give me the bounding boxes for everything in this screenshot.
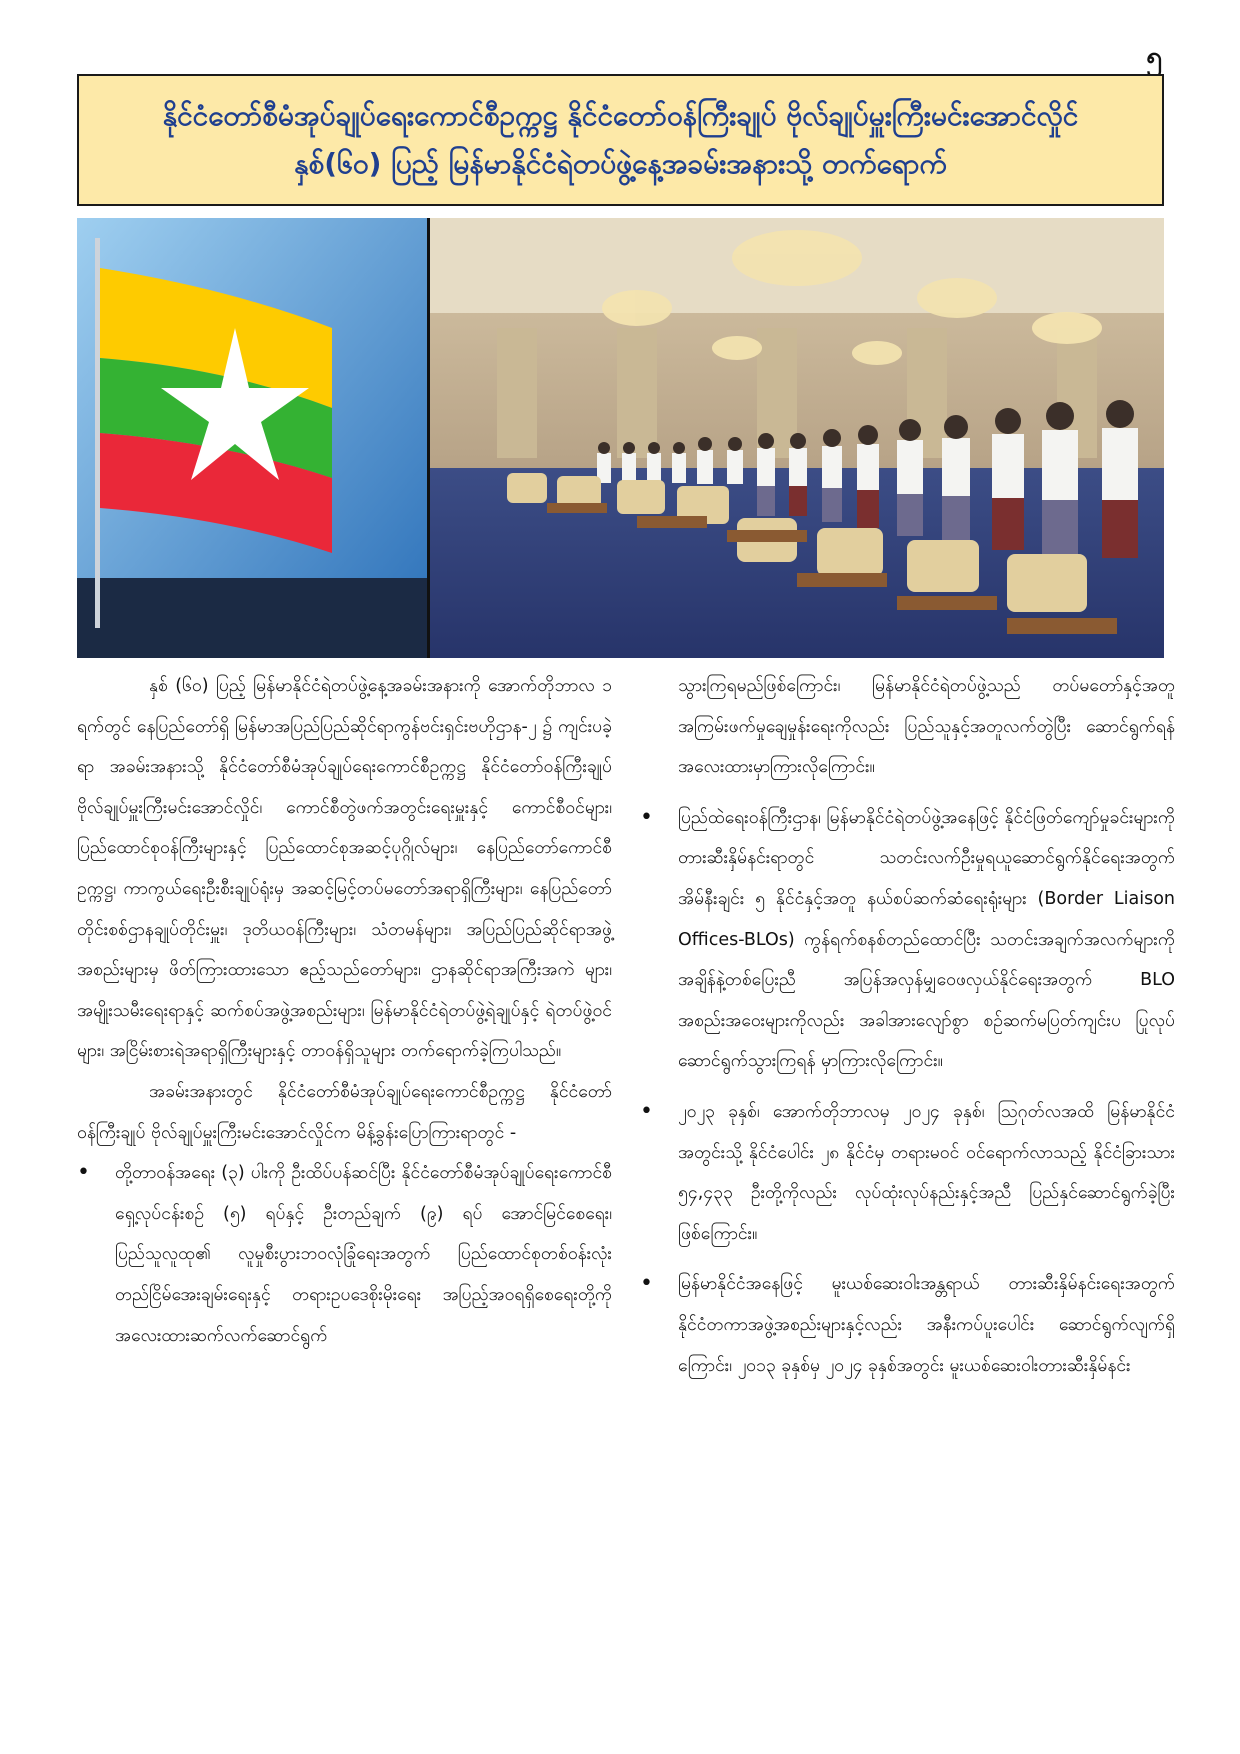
flag-screen [77, 218, 427, 658]
list-item [640, 1092, 1175, 1254]
speech-point-4: မြန်မာနိုင်ငံအနေဖြင့် မူးယစ်ဆေးဝါးအန္တရာယ် တားဆီးနှိမ်နင်းရေးအတွက် နိုင်ငံတကာအဖွဲ့အစည်းများနှင့်လည်း အနီးကပ်ပူးပေါင်း ဆောင်ရွက်လျက်ရှိကြောင်း၊ ၂၀၁၃ ခုနှစ်မှ ၂၀၂၄ ခုနှစ်အတွင်း မူးယစ်ဆေးဝါးတားဆီးနှိမ်နင်း [678, 1274, 1175, 1376]
speech-point-1: တို့တာဝန်အရေး (၃) ပါးကို ဦးထိပ်ပန်ဆင်ပြီး နိုင်ငံတော်စီမံအုပ်ချုပ်ရေးကောင်စီ ရှေ့လုပ်ငန်းစဉ် (၅) ရပ်နှင့် ဦးတည်ချက် (၉) ရပ် အောင်မြင်စေရေး၊ ပြည်သူလူထု၏ လူမှုစီးပွားဘဝလုံခြုံရေးအတွက် ပြည်ထောင်စုတစ်ဝန်းလုံး တည်ငြိမ်အေးချမ်းရေးနှင့် တရားဥပဒေစိုးမိုးရေး အပြည့်အဝရရှိစေရေးတို့ကို အလေးထားဆက်လက်ဆောင်ရွက် [115, 1163, 612, 1346]
event-photo-illustration [77, 218, 1164, 658]
bullet-icon: • [77, 1160, 90, 1186]
speech-points-list-right [640, 798, 1175, 1386]
bullet-icon: • [640, 1098, 653, 1124]
speech-intro-paragraph: အခမ်းအနားတွင် နိုင်ငံတော်စီမံအုပ်ချုပ်ရေးကောင်စီဥက္ကဋ္ဌ နိုင်ငံတော်ဝန်ကြီးချုပ် ဗိုလ်ချုပ်မှူးကြီးမင်းအောင်လှိုင်က မိန့်ခွန်းပြောကြားရာတွင် - [77, 1081, 612, 1143]
event-photo [77, 218, 1164, 658]
list-item [77, 1153, 612, 1356]
bullet-icon: • [640, 804, 653, 830]
speech-point-2: ပြည်ထဲရေးဝန်ကြီးဌာန၊ မြန်မာနိုင်ငံရဲတပ်ဖွဲ့အနေဖြင့် နိုင်ငံဖြတ်ကျော်မှုခင်းများကို တားဆီးနှိမ်နင်းရာတွင် သတင်းလက်ဦးမှုရယူဆောင်ရွက်နိုင်ရေးအတွက် အိမ်နီးချင်း ၅ နိုင်ငံနှင့်အတူ နယ်စပ်ဆက်ဆံရေးရုံးများ (Border Liaison Offices-BLOs) ကွန်ရက်စနစ်တည်ထောင်ပြီး သတင်းအချက်အလက်များကို အချိန်နဲ့တစ်ပြေးညီ အပြန်အလှန်မျှဝေဖလှယ်နိုင်ရေးအတွက် BLO အစည်းအဝေးများကိုလည်း အခါအားလျော်စွာ စဉ်ဆက်မပြတ်ကျင်းပ ပြုလုပ်ဆောင်ရွက်သွားကြရန် မှာကြားလိုကြောင်း။ [678, 807, 1175, 1072]
speech-points-list-left [77, 1153, 612, 1356]
left-column [77, 666, 612, 1366]
headline-line-1: နိုင်ငံတော်စီမံအုပ်ချုပ်ရေးကောင်စီဥက္ကဋ္ဌ နိုင်ငံတော်ဝန်ကြီးချုပ် ဗိုလ်ချုပ်မှူးကြီးမင်းအောင်လှိုင် [162, 99, 1079, 132]
assembly-hall [430, 218, 1164, 658]
speech-point-3: ၂၀၂၃ ခုနှစ်၊ အောက်တိုဘာလမှ ၂၀၂၄ ခုနှစ်၊ ဩဂုတ်လအထိ မြန်မာနိုင်ငံအတွင်းသို့ နိုင်ငံပေါင်း ၂၈ နိုင်ငံမှ တရားမဝင် ဝင်ရောက်လာသည့် နိုင်ငံခြားသား ၅၄,၄၃၃ ဦးတို့ကိုလည်း လုပ်ထုံးလုပ်နည်းနှင့်အညီ ပြည်နှင်ဆောင်ရွက်ခဲ့ပြီးဖြစ်ကြောင်း။ [678, 1101, 1175, 1244]
list-item [640, 798, 1175, 1082]
headline-line-2: နှစ်(၆၀) ပြည့် မြန်မာနိုင်ငံရဲတပ်ဖွဲ့နေ့အခမ်းအနားသို့ တက်ရောက် [294, 147, 947, 180]
headline-box [77, 74, 1164, 206]
intro-paragraph: နှစ် (၆၀) ပြည့် မြန်မာနိုင်ငံရဲတပ်ဖွဲ့နေ့အခမ်းအနားကို အောက်တိုဘာလ ၁ ရက်တွင် နေပြည်တော်ရှိ မြန်မာအပြည်ပြည်ဆိုင်ရာကွန်ဗင်းရှင်းဗဟိုဌာန-၂ ၌ ကျင်းပခဲ့ရာ အခမ်းအနားသို့ နိုင်ငံတော်စီမံအုပ်ချုပ်ရေးကောင်စီဥက္ကဋ္ဌ နိုင်ငံတော်ဝန်ကြီးချုပ် ဗိုလ်ချုပ်မှူးကြီးမင်းအောင်လှိုင်၊ ကောင်စီတွဲဖက်အတွင်းရေးမှူးနှင့် ကောင်စီဝင်များ၊ ပြည်ထောင်စုဝန်ကြီးများနှင့် ပြည်ထောင်စုအဆင့်ပုဂ္ဂိုလ်များ၊ နေပြည်တော်ကောင်စီဥက္ကဋ္ဌ၊ ကာကွယ်ရေးဦးစီးချုပ်ရုံးမှ အဆင့်မြင့်တပ်မတော်အရာရှိကြီးများ၊ နေပြည်တော်တိုင်းစစ်ဌာနချုပ်တိုင်းမှူး၊ ဒုတိယဝန်ကြီးများ၊ သံတမန်များ၊ အပြည်ပြည်ဆိုင်ရာအဖွဲ့အစည်းများမှ ဖိတ်ကြားထားသော ဧည့်သည်တော်များ၊ ဌာနဆိုင်ရာအကြီးအကဲ များ၊ အမျိုးသမီးရေးရာနှင့် ဆက်စပ်အဖွဲ့အစည်းများ၊ မြန်မာနိုင်ငံရဲတပ်ဖွဲ့ရဲချုပ်နှင့် ရဲတပ်ဖွဲ့ဝင်များ၊ အငြိမ်းစားရဲအရာရှိကြီးများနှင့် တာဝန်ရှိသူများ တက်ရောက်ခဲ့ကြပါသည်။ [77, 676, 612, 1062]
bullet-icon: • [640, 1271, 653, 1297]
page-number: ၅ [1146, 40, 1162, 73]
list-item [640, 1264, 1175, 1386]
right-column [640, 666, 1175, 1396]
speech-point-1-continued: သွားကြရမည်ဖြစ်ကြောင်း၊ မြန်မာနိုင်ငံရဲတပ်ဖွဲ့သည် တပ်မတော်နှင့်အတူ အကြမ်းဖက်မှုချေမှုန်းရေးကိုလည်း ပြည်သူနှင့်အတူလက်တွဲပြီး ဆောင်ရွက်ရန် အလေးထားမှာကြားလိုကြောင်း။ [678, 676, 1175, 778]
